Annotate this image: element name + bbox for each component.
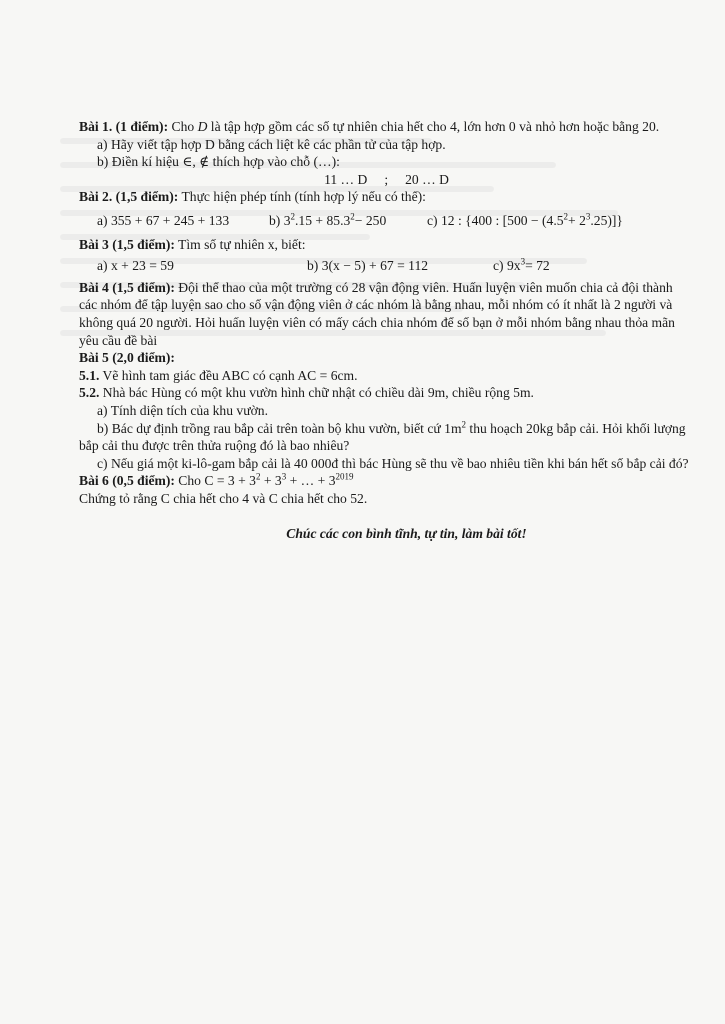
problem-5-2a: a) Tính diện tích của khu vườn. (97, 402, 268, 418)
problem-5-2c: c) Nếu giá một ki-lô-gam bắp cải là 40 000đ thì bác Hùng sẽ thu về bao nhiêu tiền khi bán hết số bắp cải đó? (97, 455, 689, 471)
problem-6-heading: Bài 6 (0,5 điểm): (79, 473, 175, 489)
problem-4: Bài 4 (1,5 điểm): Đội thể thao của một trường có 28 vận động viên. Huấn luyện viên muốn chia cả đội thành các nhóm để tập luyện sao cho số vận động viên ở các nhóm là bằng nhau, mỗi nhóm có ít nhất là 2 người và không quá 20 người. Hỏi huấn luyện viên có mấy cách chia nhóm để số bạn ở mỗi nhóm bằng nhau thỏa mãn yêu cầu đề bài (79, 279, 675, 348)
problem-2-heading: Bài 2. (1,5 điểm): (79, 189, 179, 205)
problem-3b: b) 3(x − 5) + 67 = 112 (307, 258, 429, 274)
problem-3-parts (79, 257, 694, 275)
problem-4-heading: Bài 4 (1,5 điểm): (79, 279, 175, 295)
problem-2: Bài 2. (1,5 điểm): Thực hiện phép tính (tính hợp lý nếu có thể): (79, 189, 426, 205)
problem-3a: a) x + 23 = 59 (97, 258, 174, 274)
problem-5-1: 5.1. Vẽ hình tam giác đều ABC có cạnh AC = 6cm. (79, 367, 358, 383)
problem-6: Bài 6 (0,5 điểm): Cho $C = 3 + 3^2 + 3^3$ + … + $3^{2019}$ (79, 471, 354, 489)
problem-3c: c) $9x^3= 72$ (493, 256, 550, 274)
problem-1-heading: Bài 1. (1 điểm): (79, 119, 169, 134)
problem-2a: a) 355 + 67 + 245 + 133 (97, 212, 230, 228)
closing-message: Chúc các con bình tĩnh, tự tin, làm bài tốt! (286, 526, 527, 542)
problem-1-fill: 11 … D ; 20 … D (324, 171, 449, 187)
problem-1: Bài 1. (1 điểm): Cho D là tập hợp gồm các số tự nhiên chia hết cho 4, lớn hơn 0 và nhỏ hơn hoặc bằng 20. (79, 119, 660, 134)
problem-3: Bài 3 (1,5 điểm): Tìm số tự nhiên x, biết: (79, 236, 306, 252)
problem-5-2: 5.2. Nhà bác Hùng có một khu vườn hình chữ nhật có chiều dài 9m, chiều rộng 5m. (79, 385, 534, 401)
problem-2c: c) 12 : {400 : $[500 - (4.5^2+ 2^3.25)]$} (427, 211, 623, 228)
problem-6-line2: Chứng tỏ rằng C chia hết cho 4 và C chia hết cho 52. (79, 490, 368, 506)
problem-1b: b) Điền kí hiệu ∈, ∉ thích hợp vào chỗ (…): (97, 154, 340, 170)
problem-5-heading: Bài 5 (2,0 điểm): (79, 350, 175, 366)
problem-3-heading: Bài 3 (1,5 điểm): (79, 236, 175, 252)
exam-content (79, 118, 694, 543)
problem-5-2b: b) Bác dự định trồng rau bắp cải trên toàn bộ khu vườn, biết cứ $1m^2$ thu hoạch 20kg bắp cải. Hỏi khối lượng bắp cải thu được trên thửa ruộng đó là bao nhiêu? (79, 418, 686, 454)
problem-1a: a) Hãy viết tập hợp D bằng cách liệt kê các phần tử của tập hợp. (97, 136, 446, 152)
problem-2b: b) $3^2.15 + 85.3^2- 250$ (269, 211, 387, 228)
problem-2-parts (79, 212, 694, 230)
